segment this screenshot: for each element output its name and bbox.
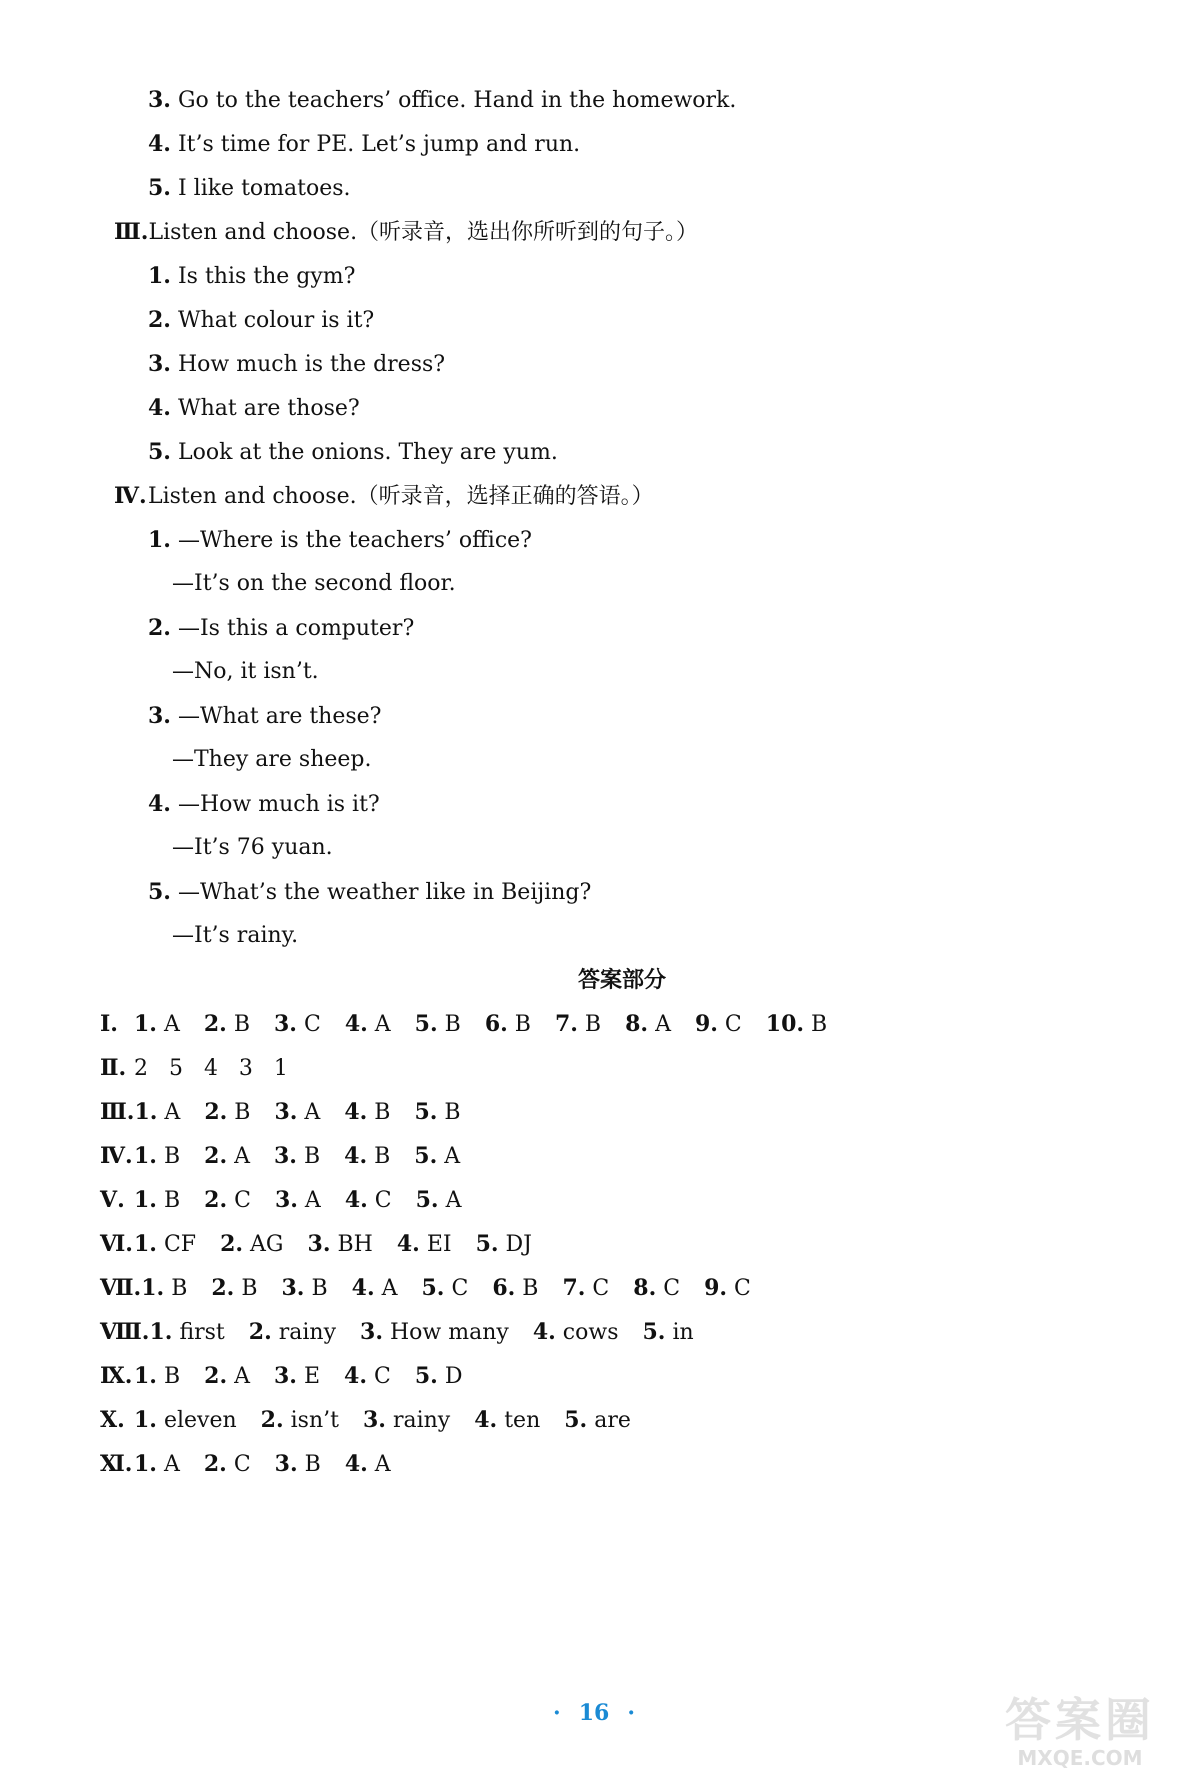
answer-number: 2. [204,1187,228,1213]
answer-number: 4. [344,1363,367,1389]
answer-item [275,1185,321,1216]
answer-number: 3. [274,1187,298,1213]
answer-number: 6. [492,1275,516,1301]
answer-value: B [163,1144,181,1169]
dialogue-answer: —They are sheep. [172,747,372,772]
answer-item [564,1405,631,1436]
answer-item [344,1141,390,1172]
answer-number: 4. [344,1099,368,1125]
answer-item [134,1449,180,1480]
answer-value: rainy [392,1408,451,1433]
answer-item [492,1273,538,1304]
answers-heading: 答案部分 [578,967,667,993]
answer-number: 5. [414,1363,438,1389]
answer-value: first [179,1320,225,1345]
answer-value: A [374,1452,391,1477]
answer-item [134,1009,180,1040]
answer-number: 8. [625,1011,649,1037]
answer-item [275,1449,321,1480]
answer-number: 4. [344,1451,368,1477]
answer-item [476,1229,532,1260]
watermark-url: MXQE.COM [1017,1746,1143,1770]
answer-number: 3. [274,1099,298,1125]
answer-number: 5. [414,1143,438,1169]
answer-row [100,1361,486,1392]
answer-value: eleven [163,1408,237,1433]
answer-item [360,1317,509,1348]
answer-number: 3. [274,1011,297,1037]
answer-item [134,1185,180,1216]
answer-number: 5. [475,1231,499,1257]
dialogue-question: 5. —What’s the weather like in Beijing? [148,879,592,905]
answer-number: 3. [360,1319,383,1345]
answer-number: 9. [694,1011,718,1037]
answer-item [344,1097,390,1128]
answer-item [308,1229,373,1260]
answer-value: B [374,1100,391,1125]
answer-value: A [655,1012,671,1037]
answer-section-numeral: Ⅳ. [100,1143,133,1169]
answer-number: 4. [344,1187,368,1213]
answer-number: 10. [765,1011,805,1037]
answer-item [274,1141,320,1172]
answer-item [204,1097,250,1128]
answer-item [766,1009,827,1040]
answer-number: 5. [414,1099,438,1125]
answer-number: 2. [211,1275,235,1301]
answer-number: 3. [362,1407,386,1433]
dialogue-answer: —It’s rainy. [172,923,299,948]
section-3-item: 3. How much is the dress? [148,351,446,377]
item-2-5: 5. I like tomatoes. [148,175,351,201]
answer-value: rainy [278,1320,337,1345]
answer-value: A [445,1188,462,1213]
answer-row [100,1009,851,1040]
answer-number: 1. [141,1275,165,1301]
answer-item [204,1141,250,1172]
answer-value: cows [562,1320,619,1345]
answer-number: 6. [484,1011,508,1037]
answer-value: BH [337,1232,373,1257]
answer-number: 1. [134,1011,157,1037]
answer-value: C [734,1276,751,1301]
answer-item [642,1317,693,1348]
answer-value: C [374,1364,391,1389]
answer-row [100,1317,718,1348]
answer-item [134,1097,180,1128]
answer-number: 8. [633,1275,657,1301]
answer-item [695,1009,742,1040]
dialogue-question: 1. —Where is the teachers’ office? [148,527,532,553]
answer-value: B [171,1276,188,1301]
answer-section-numeral: Ⅺ. [100,1451,133,1477]
answer-section-numeral: Ⅱ. [100,1055,127,1081]
answer-section-numeral: Ⅶ. [100,1275,142,1301]
answer-number: 4. [474,1407,498,1433]
answer-value: isn’t [290,1408,339,1433]
dialogue-answer: —No, it isn’t. [172,659,319,684]
answer-number: 2. [203,1451,227,1477]
answer-item [345,1009,391,1040]
answer-number: 5. [415,1187,439,1213]
answer-item [282,1273,328,1304]
answer-value: are [594,1408,631,1433]
answer-value: A [163,1452,180,1477]
answer-item [204,1449,251,1480]
answer-item [274,1009,321,1040]
answer-value: A [234,1144,250,1169]
answer-value: E [303,1364,321,1389]
answer-number: 3. [274,1363,297,1389]
answer-section-numeral: Ⅰ. [100,1011,118,1037]
answer-item [344,1361,391,1392]
answer-item [633,1273,680,1304]
answer-item [345,1185,392,1216]
answer-number: 1. [134,1099,158,1125]
answer-number: 2. [204,1099,228,1125]
answer-item [562,1273,609,1304]
answer-row [100,1097,485,1128]
section-3-item: 4. What are those? [148,395,360,421]
answer-row [100,1405,655,1436]
answer-value: A [234,1364,250,1389]
answer-number: 5. [564,1407,588,1433]
answer-item [625,1009,671,1040]
answer-section-numeral: Ⅸ. [100,1363,133,1389]
answer-value: B [163,1188,181,1213]
answer-value: B [584,1012,602,1037]
answer-number: 9. [704,1275,728,1301]
answer-number: 1. [149,1319,173,1345]
answer-value: A [304,1188,321,1213]
answer-item [134,1141,180,1172]
answer-number: 1. [134,1407,157,1433]
answer-item [397,1229,452,1260]
answer-value: B [311,1276,328,1301]
answer-item [274,1361,320,1392]
item-2-3: 3. Go to the teachers’ office. Hand in the homework. [148,87,737,113]
answer-item [141,1273,187,1304]
section-4-title: Ⅳ.Listen and choose.（听录音，选择正确的答语。） [114,483,654,509]
answer-value: C [374,1188,392,1213]
answer-value: C [724,1012,742,1037]
answer-value: C [233,1452,251,1477]
section-3-title: Ⅲ.Listen and choose.（听录音，选出你所听到的句子。） [114,219,699,245]
answer-item [415,1361,463,1392]
dialogue-question: 4. —How much is it? [148,791,380,817]
answer-item [555,1009,601,1040]
answer-number: 7. [562,1275,586,1301]
answer-item [134,1361,180,1392]
answer-value: A [163,1012,180,1037]
answer-number: 3. [307,1231,331,1257]
answer-row [100,1141,484,1172]
answer-value: C [234,1188,251,1213]
answer-item [422,1273,469,1304]
answer-value: B [234,1100,251,1125]
answer-number: 3. [281,1275,305,1301]
answer-item [149,1317,224,1348]
answer-item [485,1009,531,1040]
answer-value: C [663,1276,681,1301]
answer-number: 3. [274,1143,297,1169]
answer-item [345,1449,391,1480]
answer-item [134,1405,237,1436]
answer-row [100,1229,556,1260]
answer-value: DJ [505,1232,532,1257]
answer-value: A [444,1144,461,1169]
answer-number: 5. [421,1275,445,1301]
answer-section-numeral: Ⅲ. [100,1099,135,1125]
answer-value: C [451,1276,469,1301]
answer-value: A [374,1012,391,1037]
dialogue-answer: —It’s 76 yuan. [172,835,333,860]
answer-value: B [522,1276,539,1301]
answer-item [415,1009,461,1040]
answer-number: 1. [134,1231,157,1257]
answer-value: B [444,1012,461,1037]
answer-item [414,1097,460,1128]
answer-number: 1. [134,1363,157,1389]
answer-value: B [233,1012,250,1037]
answer-number: 4. [351,1275,375,1301]
answer-value: B [811,1012,828,1037]
answer-value: AG [250,1232,284,1257]
answer-item [474,1405,540,1436]
watermark-logo-text: 答案圈 [1005,1693,1155,1747]
answer-number: 4. [396,1231,420,1257]
answer-item [274,1097,320,1128]
answer-number: 2. [220,1231,244,1257]
dialogue-question: 2. —Is this a computer? [148,615,415,641]
answer-number: 7. [554,1011,578,1037]
answer-item [533,1317,619,1348]
dialogue-question: 3. —What are these? [148,703,382,729]
answer-item [204,1185,251,1216]
answer-value: A [164,1100,181,1125]
answer-value: B [163,1364,181,1389]
answer-item [416,1185,462,1216]
item-2-4: 4. It’s time for PE. Let’s jump and run. [148,131,581,157]
answer-number: 2. [204,1143,228,1169]
answer-sequence: 2 5 4 3 1 [134,1056,288,1081]
answer-value: ten [504,1408,541,1433]
answer-number: 5. [414,1011,438,1037]
answer-number: 2. [203,1011,227,1037]
answer-value: B [303,1144,321,1169]
answer-number: 4. [344,1143,368,1169]
answer-number: 2. [204,1363,228,1389]
answer-item [414,1141,460,1172]
answer-value: B [304,1452,321,1477]
answer-value: B [444,1100,461,1125]
answer-item [352,1273,398,1304]
answer-section-numeral: Ⅵ. [100,1231,133,1257]
answer-value: EI [426,1232,452,1257]
answer-value: A [304,1100,321,1125]
answer-item [249,1317,336,1348]
answer-value: CF [163,1232,197,1257]
answer-number: 1. [134,1187,157,1213]
answer-item [204,1361,250,1392]
answer-row [100,1185,485,1216]
answer-number: 3. [274,1451,298,1477]
answer-value: D [444,1364,463,1389]
answer-item [261,1405,339,1436]
section-3-item: 1. Is this the gym? [148,263,356,289]
answer-number: 1. [134,1143,157,1169]
answer-value: B [374,1144,391,1169]
answer-number: 1. [134,1451,157,1477]
answer-row [100,1053,288,1084]
answer-item [134,1229,196,1260]
answer-section-numeral: Ⅹ. [100,1407,125,1433]
answer-value: B [241,1276,258,1301]
answer-item [220,1229,283,1260]
answer-section-numeral: Ⅷ. [100,1319,150,1345]
page-number: · 16 · [553,1700,635,1726]
answer-number: 4. [344,1011,368,1037]
answer-value: C [303,1012,321,1037]
answer-value: in [672,1320,694,1345]
answer-section-numeral: Ⅴ. [100,1187,125,1213]
answer-number: 5. [642,1319,666,1345]
answer-item [363,1405,450,1436]
answer-value: C [592,1276,610,1301]
answer-value: A [381,1276,398,1301]
answer-value: B [514,1012,531,1037]
answer-value: How many [389,1320,509,1345]
answer-row [100,1449,415,1480]
answer-row [100,1273,775,1304]
dialogue-answer: —It’s on the second floor. [172,571,456,596]
watermark-logo [990,1694,1170,1780]
answer-item [204,1009,250,1040]
answer-number: 2. [248,1319,272,1345]
section-3-item: 5. Look at the onions. They are yum. [148,439,558,465]
answer-number: 2. [260,1407,284,1433]
answer-item [211,1273,257,1304]
section-3-item: 2. What colour is it? [148,307,375,333]
answer-item [704,1273,751,1304]
answer-number: 4. [532,1319,556,1345]
